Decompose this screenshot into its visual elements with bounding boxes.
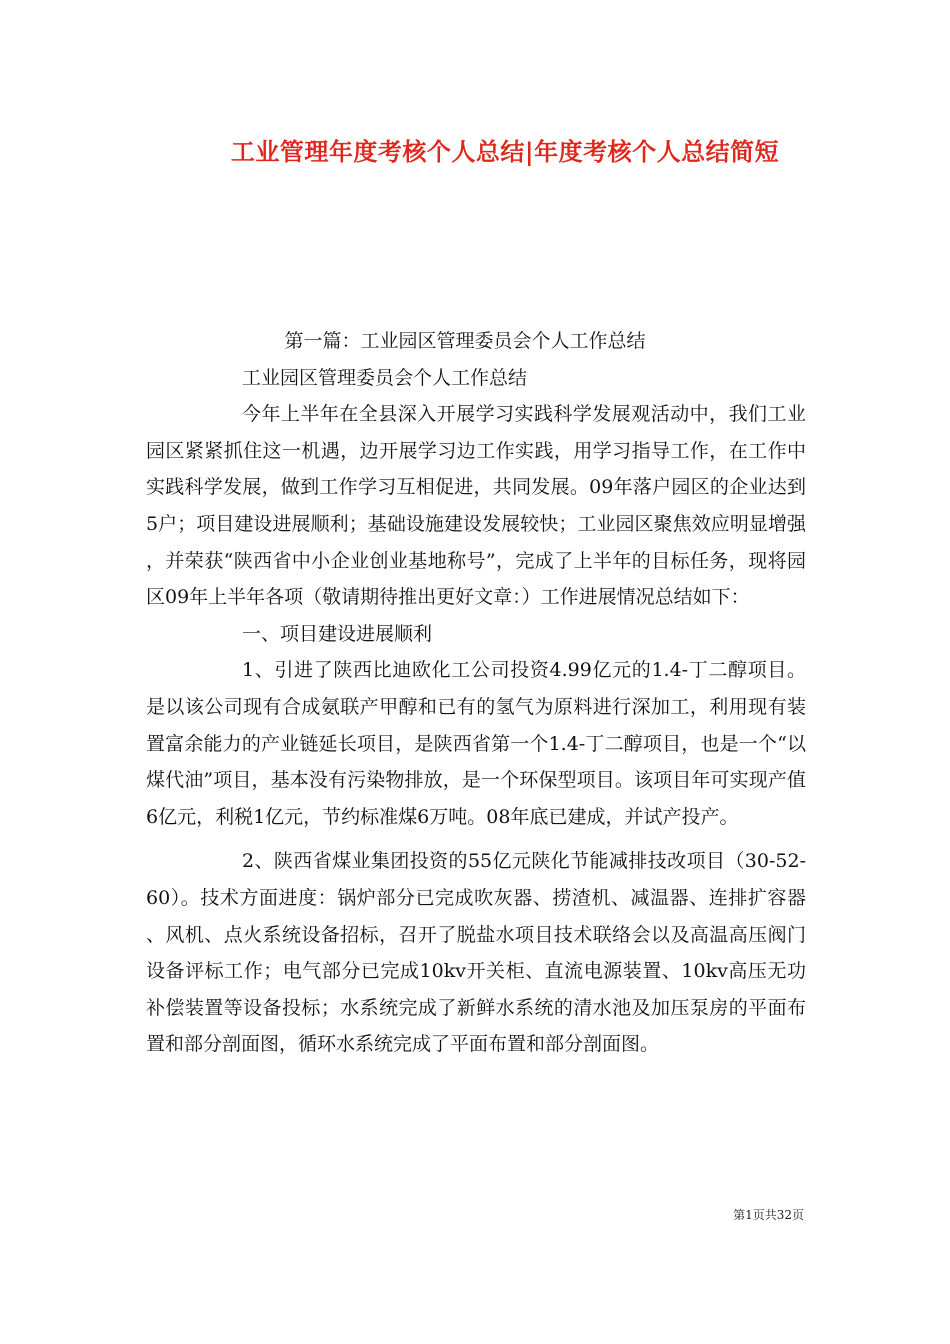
item-heading-project-construction: 一、项目建设进展顺利 [242, 622, 433, 645]
document-body [146, 323, 806, 1063]
document-title: 工业管理年度考核个人总结|年度考核个人总结简短 [230, 137, 780, 166]
page-number: 第1页共32页 [733, 1208, 804, 1222]
section-heading: 第一篇：工业园区管理委员会个人工作总结 [284, 330, 646, 352]
paragraph-spacer [146, 835, 806, 843]
paragraph-item-2: 2、陕西省煤业集团投资的55亿元陕化节能减排技改项目（30-52-60）。技术方面进度：锅炉部分已完成吹灰器、捞渣机、减温器、连排扩容器、风机、点火系统设备招标，召开了脱盐水项目技术联络会以及高温高压阀门设备评标工作；电气部分已完成10kv开关柜、直流电源装置、10kv高压无功补偿装置等设备投标；水系统完成了新鲜水系统的清水池及加压泵房的平面布置和部分剖面图，循环水系统完成了平面布置和部分剖面图。 [146, 850, 806, 1056]
intro-paragraph: 今年上半年在全县深入开展学习实践科学发展观活动中，我们工业园区紧紧抓住这一机遇，边开展学习边工作实践，用学习指导工作，在工作中实践科学发展，做到工作学习互相促进，共同发展。09年落户园区的企业达到5户；项目建设进展顺利；基础设施建设发展较快；工业园区聚焦效应明显增强，并荣获“陕西省中小企业创业基地称号”，完成了上半年的目标任务，现将园区09年上半年各项（敬请期待推出更好文章：）工作进展情况总结如下： [146, 403, 806, 609]
paragraph-item-1: 1、引进了陕西比迪欧化工公司投资4.99亿元的1.4-丁二醇项目。是以该公司现有合成氨联产甲醇和已有的氢气为原料进行深加工，利用现有装置富余能力的产业链延长项目，是陕西省第一个1.4-丁二醇项目，也是一个“以煤代油”项目，基本没有污染物排放，是一个环保型项目。该项目年可实现产值6亿元，利税1亿元，节约标准煤6万吨。08年底已建成，并试产投产。 [146, 659, 806, 828]
sub-heading: 工业园区管理委员会个人工作总结 [242, 366, 528, 389]
